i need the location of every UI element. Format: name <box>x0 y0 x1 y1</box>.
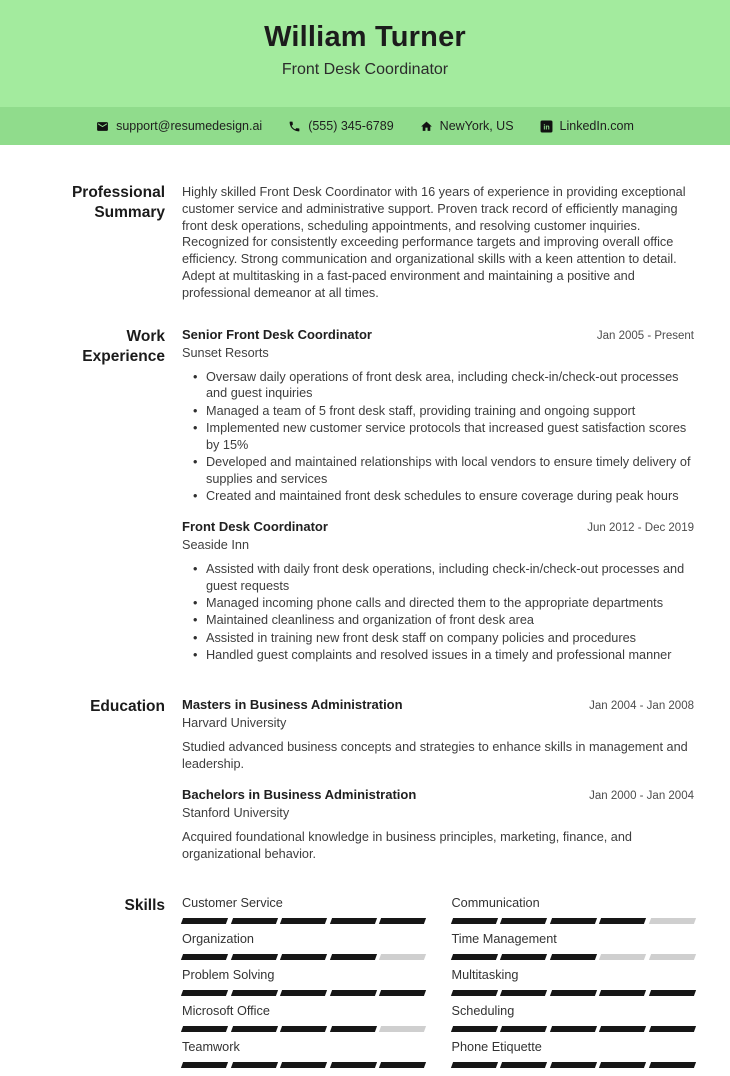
skill-name: Organization <box>182 932 254 947</box>
degree-school: Stanford University <box>182 805 290 820</box>
job-bullet: • Maintained cleanliness and organization of front desk area <box>206 612 694 629</box>
skill-bar-segment <box>450 990 497 996</box>
degree-dates: Jan 2004 - Jan 2008 <box>589 700 694 713</box>
skill-bar-segment <box>500 918 547 924</box>
skill-bar-segment <box>500 1062 547 1068</box>
job-role: Front Desk Coordinator <box>182 518 328 534</box>
skill-bar-segment <box>379 1026 426 1032</box>
skill-bar-segment <box>450 1026 497 1032</box>
skill-bar-segment <box>230 954 277 960</box>
skill-item <box>182 968 425 996</box>
skill-bar-segment <box>379 918 426 924</box>
skills-grid <box>182 896 694 1076</box>
contact-linkedin[interactable] <box>540 119 634 133</box>
job-entry <box>182 327 694 505</box>
skill-name: Time Management <box>451 932 557 947</box>
skill-bar-segment <box>450 1062 497 1068</box>
job-bullet: • Managed a team of 5 front desk staff, providing training and ongoing support <box>206 403 694 420</box>
contact-bar <box>0 107 730 145</box>
job-role: Senior Front Desk Coordinator <box>182 326 372 342</box>
experience-list <box>182 327 694 665</box>
skill-bar-segment <box>181 1062 228 1068</box>
contact-location-text: NewYork, US <box>439 119 514 133</box>
skill-bar-segment <box>230 1026 277 1032</box>
contact-phone-text: (555) 345-6789 <box>308 119 394 133</box>
degree-name: Bachelors in Business Administration <box>182 786 417 802</box>
job-bullet-list <box>182 369 694 505</box>
skill-bar-segment <box>648 1026 695 1032</box>
candidate-title: Front Desk Coordinator <box>281 61 449 79</box>
skill-item <box>452 968 695 996</box>
skill-bar-segment <box>549 1026 596 1032</box>
skill-bar-segment <box>599 954 646 960</box>
job-bullet: • Developed and maintained relationships with local vendors to ensure timely delivery of supplies and services <box>206 454 694 488</box>
svg-text:in: in <box>542 123 550 131</box>
job-dates: Jan 2005 - Present <box>596 329 694 342</box>
skill-bar-segment <box>329 1062 376 1068</box>
skill-bar-segment <box>549 1062 596 1068</box>
contact-phone[interactable] <box>288 119 393 133</box>
degree-name: Masters in Business Administration <box>182 697 403 713</box>
skill-bar-segment <box>450 918 497 924</box>
section-title-education: Education <box>90 698 165 716</box>
job-bullet: • Assisted with daily front desk operations, including check-in/check-out processes and guest requests <box>206 561 694 595</box>
skill-bar-segment <box>230 1062 277 1068</box>
skill-bar-segment <box>280 1062 327 1068</box>
job-company: Sunset Resorts <box>182 345 269 360</box>
skill-item <box>452 896 695 924</box>
skill-item <box>452 1040 695 1068</box>
skill-bar-segment <box>450 954 497 960</box>
section-skills <box>43 896 694 1076</box>
job-company: Seaside Inn <box>182 537 250 552</box>
contact-linkedin-text: LinkedIn.com <box>559 119 634 133</box>
skill-name: Problem Solving <box>182 968 275 983</box>
skill-bar-segment <box>379 1062 426 1068</box>
skill-item <box>182 1004 425 1032</box>
skill-bar-segment <box>329 954 376 960</box>
skill-name: Phone Etiquette <box>451 1040 542 1055</box>
skill-bar-segment <box>280 918 327 924</box>
skill-bar-segment <box>500 990 547 996</box>
skill-bar-segment <box>379 954 426 960</box>
skill-bar-segment <box>181 1026 228 1032</box>
skill-level-bar <box>452 1026 695 1032</box>
contact-email[interactable] <box>96 119 262 133</box>
section-education <box>43 697 694 862</box>
skill-level-bar <box>452 1062 695 1068</box>
section-summary <box>43 183 694 302</box>
skill-bar-segment <box>181 918 228 924</box>
skill-bar-segment <box>599 1062 646 1068</box>
skill-bar-segment <box>280 954 327 960</box>
education-list <box>182 697 694 862</box>
job-bullet: • Implemented new customer service protocols that increased guest satisfaction scores by 15% <box>206 420 694 454</box>
skill-level-bar <box>452 954 695 960</box>
home-icon <box>420 120 433 133</box>
skill-bar-segment <box>648 954 695 960</box>
skill-item <box>182 932 425 960</box>
skill-bar-segment <box>329 1026 376 1032</box>
degree-dates: Jan 2000 - Jan 2004 <box>589 789 694 802</box>
contact-email-text: support@resumedesign.ai <box>116 119 263 133</box>
skill-item <box>182 896 425 924</box>
skill-bar-segment <box>549 954 596 960</box>
job-bullet: • Oversaw daily operations of front desk area, including check-in/check-out processes and guest inquiries <box>206 369 694 403</box>
skill-bar-segment <box>181 954 228 960</box>
job-bullet: • Assisted in training new front desk staff on company policies and procedures <box>206 630 694 647</box>
skill-bar-segment <box>230 918 277 924</box>
job-bullet: • Created and maintained front desk schedules to ensure coverage during peak hours <box>206 488 694 505</box>
skill-name: Microsoft Office <box>182 1004 270 1019</box>
skill-item <box>452 1004 695 1032</box>
contact-location <box>420 119 514 133</box>
skill-name: Communication <box>451 896 540 911</box>
job-entry <box>182 519 694 664</box>
job-bullet: • Managed incoming phone calls and directed them to the appropriate departments <box>206 595 694 612</box>
skill-bar-segment <box>549 918 596 924</box>
skill-bar-segment <box>329 990 376 996</box>
skill-bar-segment <box>648 1062 695 1068</box>
skill-level-bar <box>452 990 695 996</box>
candidate-name: William Turner <box>264 21 466 53</box>
skill-level-bar <box>182 918 425 924</box>
skill-bar-segment <box>329 918 376 924</box>
job-dates: Jun 2012 - Dec 2019 <box>587 521 694 534</box>
skill-bar-segment <box>280 1026 327 1032</box>
skill-level-bar <box>182 1062 425 1068</box>
degree-school: Harvard University <box>182 716 287 731</box>
skill-level-bar <box>182 954 425 960</box>
skill-item <box>452 932 695 960</box>
skill-bar-segment <box>599 990 646 996</box>
skill-bar-segment <box>648 990 695 996</box>
skill-bar-segment <box>599 918 646 924</box>
section-experience <box>43 327 694 665</box>
skill-name: Scheduling <box>451 1004 515 1019</box>
degree-description: Studied advanced business concepts and strategies to enhance skills in management and leadership. <box>182 740 688 772</box>
skill-bar-segment <box>379 990 426 996</box>
skill-level-bar <box>182 990 425 996</box>
skill-name: Multitasking <box>451 968 519 983</box>
skill-name: Teamwork <box>182 1040 240 1055</box>
skill-bar-segment <box>549 990 596 996</box>
summary-text: Highly skilled Front Desk Coordinator with 16 years of experience in providing exceptional customer service and administrative support. Proven track record of efficiently managing front desk operations, scheduling appointments, and resolving customer inquiries. Recognized for consistently exceeding performance targets and improving overall office efficiency. Strong communication and organizational skills with a keen attention to detail. Adept at multitasking in a fast-paced environment and maintaining a positive and professional demeanor at all times. <box>182 185 686 300</box>
skill-level-bar <box>452 918 695 924</box>
degree-description: Acquired foundational knowledge in business principles, marketing, finance, and organizational behavior. <box>182 829 632 861</box>
section-title-summary: Professional Summary <box>71 184 165 222</box>
skill-bar-segment <box>648 918 695 924</box>
education-entry <box>182 787 694 863</box>
skill-bar-segment <box>280 990 327 996</box>
skill-level-bar <box>182 1026 425 1032</box>
skill-bar-segment <box>500 1026 547 1032</box>
skill-name: Customer Service <box>182 896 283 911</box>
job-bullet-list <box>182 561 694 664</box>
phone-icon <box>288 120 301 133</box>
skill-bar-segment <box>181 990 228 996</box>
skill-bar-segment <box>230 990 277 996</box>
education-entry <box>182 697 694 773</box>
linkedin-icon <box>540 120 553 133</box>
section-title-skills: Skills <box>124 897 165 915</box>
resume-body <box>0 183 730 1076</box>
email-icon <box>96 120 109 133</box>
skill-bar-segment <box>599 1026 646 1032</box>
resume-header <box>0 0 730 107</box>
job-bullet: • Handled guest complaints and resolved issues in a timely and professional manner <box>206 647 694 664</box>
section-title-experience: Work Experience <box>82 327 165 366</box>
skill-item <box>182 1040 425 1068</box>
skill-bar-segment <box>500 954 547 960</box>
